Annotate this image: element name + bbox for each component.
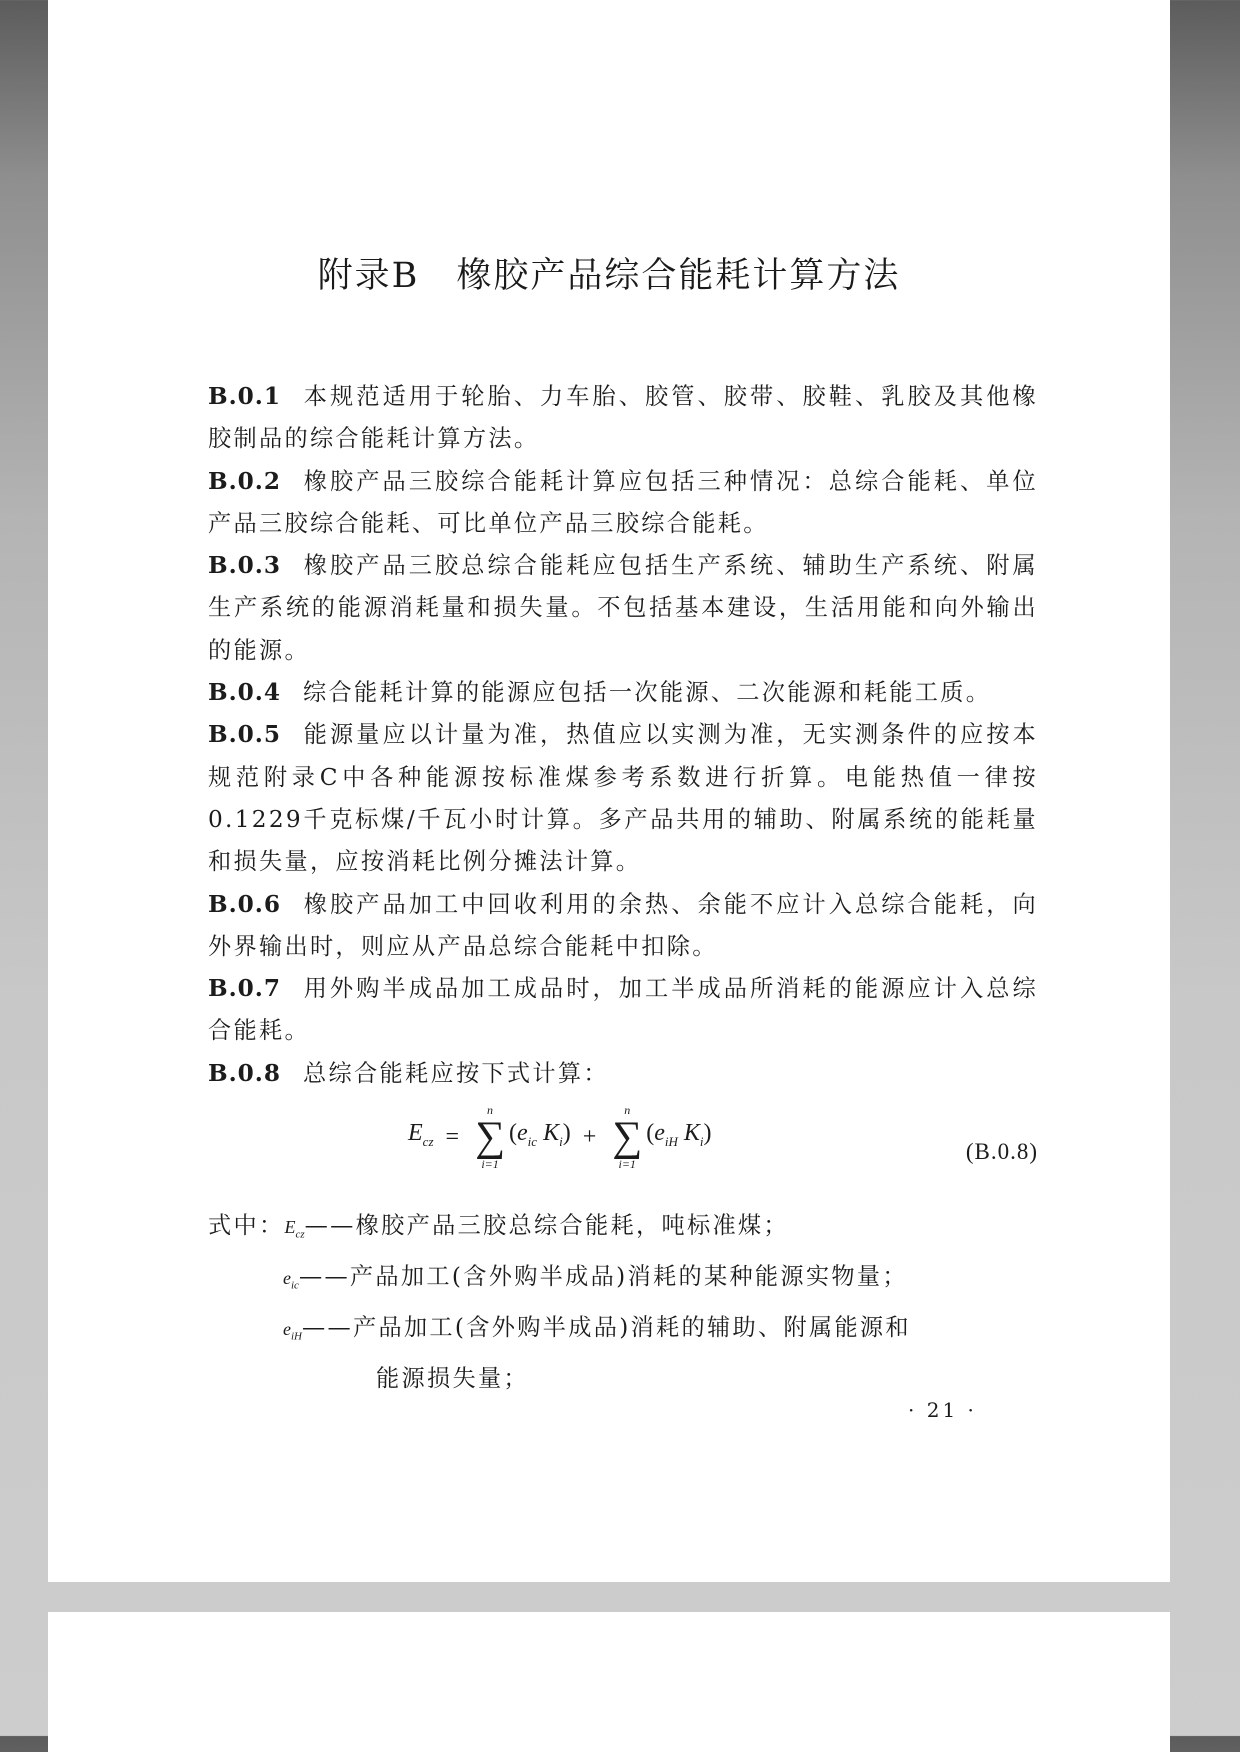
formula-expression [408,1103,712,1171]
page-number: · 21 · [908,1398,977,1422]
clause-number: B.0.1 [208,383,282,410]
sum-lower-limit: i=1 [481,1157,499,1172]
page-title: 附录B 橡胶产品综合能耗计算方法 [317,256,901,296]
formula-term-1: ($e_{ic}$ $K_i$) [509,1119,571,1149]
where-line-1 [208,1205,1038,1256]
sigma-glyph: ∑ [475,1114,506,1161]
symbol-description: ——产品加工(含外购半成品)消耗的某种能源实物量； [298,1262,908,1290]
formula-plus: + [582,1123,597,1150]
clause-text: 橡胶产品加工中回收利用的余热、余能不应计入总综合能耗，向外界输出时，则应从产品总综合能耗中扣除。 [208,890,1038,960]
where-line-4 [208,1358,1038,1400]
symbol: $E_{cz}$ [284,1217,305,1241]
symbol-description-continued: 能源损失量； [376,1364,529,1392]
clause-text: 橡胶产品三胶总综合能耗应包括生产系统、辅助生产系统、附属生产系统的能源消耗量和损失量。不包括基本建设，生活用能和向外输出的能源。 [208,552,1038,664]
clause-number: B.0.4 [208,679,282,707]
sum-symbol-2 [612,1103,642,1171]
formula-equals: = [445,1123,460,1150]
clause-number: B.0.2 [208,467,282,495]
clause-b06 [208,884,1038,969]
clause-b01 [208,376,1038,461]
clause-b02 [208,461,1038,546]
sum-upper-limit: n [624,1103,631,1118]
symbol-description: ——产品加工(含外购半成品)消耗的辅助、附属能源和 [302,1313,911,1341]
next-page-top [48,1612,1170,1752]
clause-number: B.0.5 [208,721,282,749]
clause-text: 综合能耗计算的能源应包括一次能源、二次能源和耗能工质。 [303,679,992,707]
where-line-3 [208,1307,1038,1358]
clause-number: B.0.8 [208,1059,282,1087]
clause-text: 橡胶产品三胶综合能耗计算应包括三种情况：总综合能耗、单位产品三胶综合能耗、可比单位产品三胶综合能耗。 [208,467,1038,537]
symbol-description: ——橡胶产品三胶总综合能耗，吨标准煤； [304,1212,789,1240]
where-lead: 式中： [208,1212,285,1240]
sum-symbol-1 [475,1103,505,1171]
equation-number: (B.0.8) [965,1139,1038,1165]
formula-lhs: $E_{cz}$ [408,1119,434,1149]
symbol: $e_{ic}$ [283,1267,299,1292]
sum-lower-limit: i=1 [618,1157,636,1172]
clause-b05 [208,714,1038,883]
clause-number: B.0.3 [208,552,282,580]
where-line-2 [208,1256,1038,1307]
symbol: $e_{iH}$ [283,1318,302,1343]
clause-number: B.0.7 [208,975,282,1003]
document-page [48,0,1170,1582]
clause-b04 [208,672,1038,714]
clause-b03 [208,545,1038,672]
sigma-glyph: ∑ [612,1114,643,1161]
clause-number: B.0.6 [208,890,282,918]
clause-text: 本规范适用于轮胎、力车胎、胶管、胶带、胶鞋、乳胶及其他橡胶制品的综合能耗计算方法。 [208,383,1038,453]
sum-upper-limit: n [487,1103,494,1118]
clause-b08 [208,1053,1038,1095]
page-body [208,376,1038,1400]
clause-text: 总综合能耗应按下式计算： [303,1059,609,1087]
clause-text: 用外购半成品加工成品时，加工半成品所消耗的能源应计入总综合能耗。 [208,975,1038,1045]
formula-term-2: ($e_{iH}$ $K_i$) [646,1119,712,1149]
clause-b07 [208,968,1038,1053]
formula-b08 [208,1095,1038,1205]
clause-text: 能源量应以计量为准，热值应以实测为准，无实测条件的应按本规范附录C中各种能源按标准煤参考系数进行折算。电能热值一律按0.1229千克标煤/千瓦小时计算。多产品共用的辅助、附属系统的能耗量和损失量，应按消耗比例分摊法计算。 [208,721,1038,876]
